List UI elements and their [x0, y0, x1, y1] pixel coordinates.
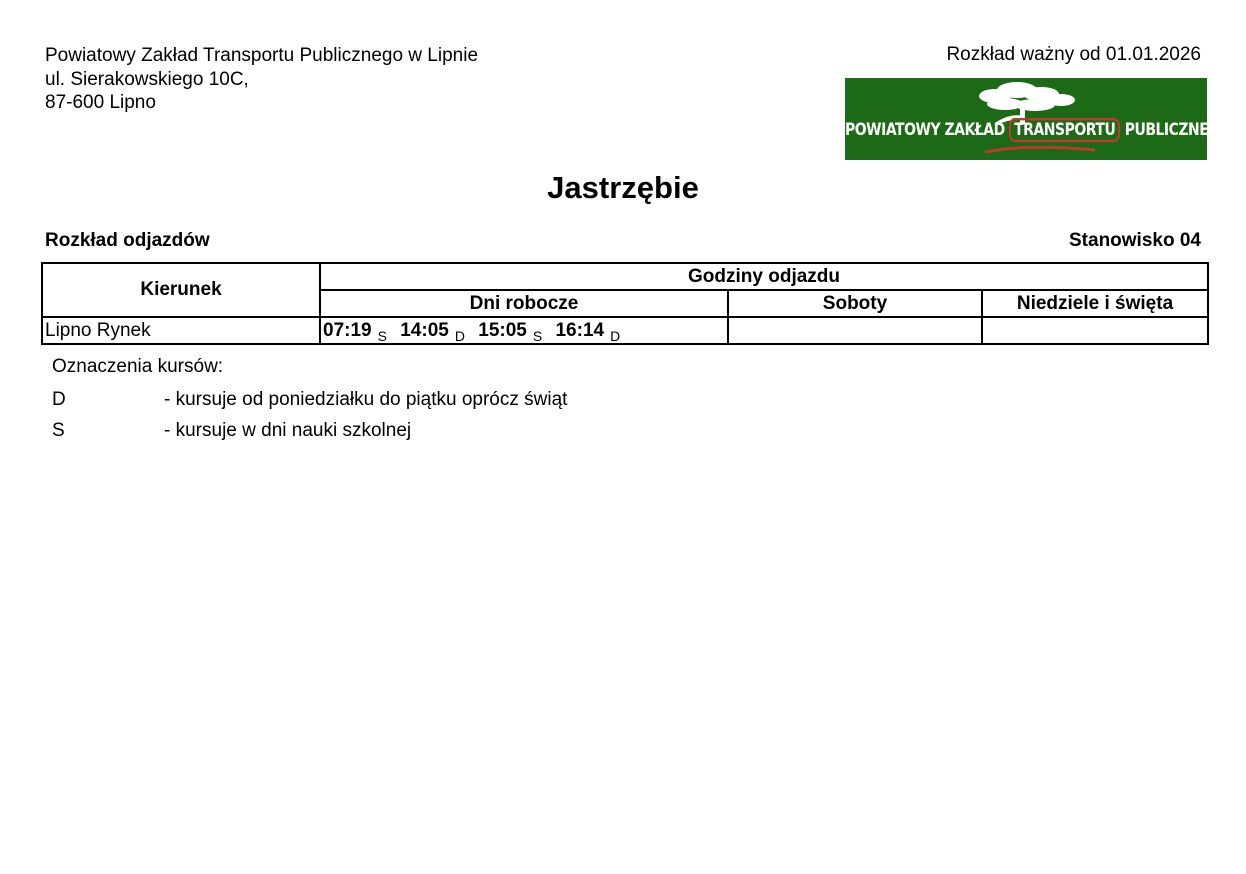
- table-row: [42, 317, 1208, 344]
- legend-item: [52, 420, 411, 442]
- departure-mark: D: [454, 327, 465, 344]
- legend-title: Oznaczenia kursów:: [52, 356, 224, 377]
- company-address: [45, 44, 478, 115]
- sundays-times: [982, 317, 1208, 344]
- direction-header: Kierunek: [42, 263, 320, 317]
- legend-code: D: [52, 389, 66, 410]
- company-logo: [845, 78, 1231, 160]
- saturdays-header: Soboty: [728, 290, 982, 317]
- valid-from-text: Rozkład ważny od 01.01.2026: [946, 44, 1201, 65]
- direction-cell: Lipno Rynek: [42, 317, 320, 344]
- timetable: [41, 262, 1209, 345]
- workdays-times: [320, 317, 728, 344]
- schedule-label: Rozkład odjazdów: [45, 230, 210, 251]
- logo-text: POWIATOWY ZAKŁAD TRANSPORTU PUBLICZNEGO: [845, 120, 1207, 139]
- departure-time: 15:05 $_S$: [478, 319, 543, 344]
- saturdays-times: [728, 317, 982, 344]
- company-city: 87-600 Lipno: [45, 92, 156, 113]
- departure-mark: D: [610, 327, 621, 344]
- company-street: ul. Sierakowskiego 10C,: [45, 68, 249, 90]
- stop-title: Jastrzębie: [547, 170, 699, 205]
- legend-item: [52, 389, 567, 411]
- departure-time: 14:05 $_D$: [400, 319, 465, 344]
- departure-time: 07:19 $_S$: [323, 319, 387, 344]
- legend-code: S: [52, 420, 65, 441]
- departure-time: 16:14 $_D$: [555, 319, 621, 344]
- sundays-header: Niedziele i święta: [982, 290, 1208, 317]
- legend-text: - kursuje w dni nauki szkolnej: [164, 420, 412, 441]
- workdays-header: Dni robocze: [320, 290, 728, 317]
- bay-label: Stanowisko 04: [1069, 230, 1201, 251]
- legend-text: - kursuje od poniedziałku do piątku oprócz świąt: [164, 389, 568, 410]
- hours-header: Godziny odjazdu: [320, 263, 1208, 290]
- departure-mark: S: [532, 327, 543, 344]
- departure-mark: S: [377, 327, 387, 344]
- company-name: Powiatowy Zakład Transportu Publicznego w Lipnie: [45, 45, 479, 66]
